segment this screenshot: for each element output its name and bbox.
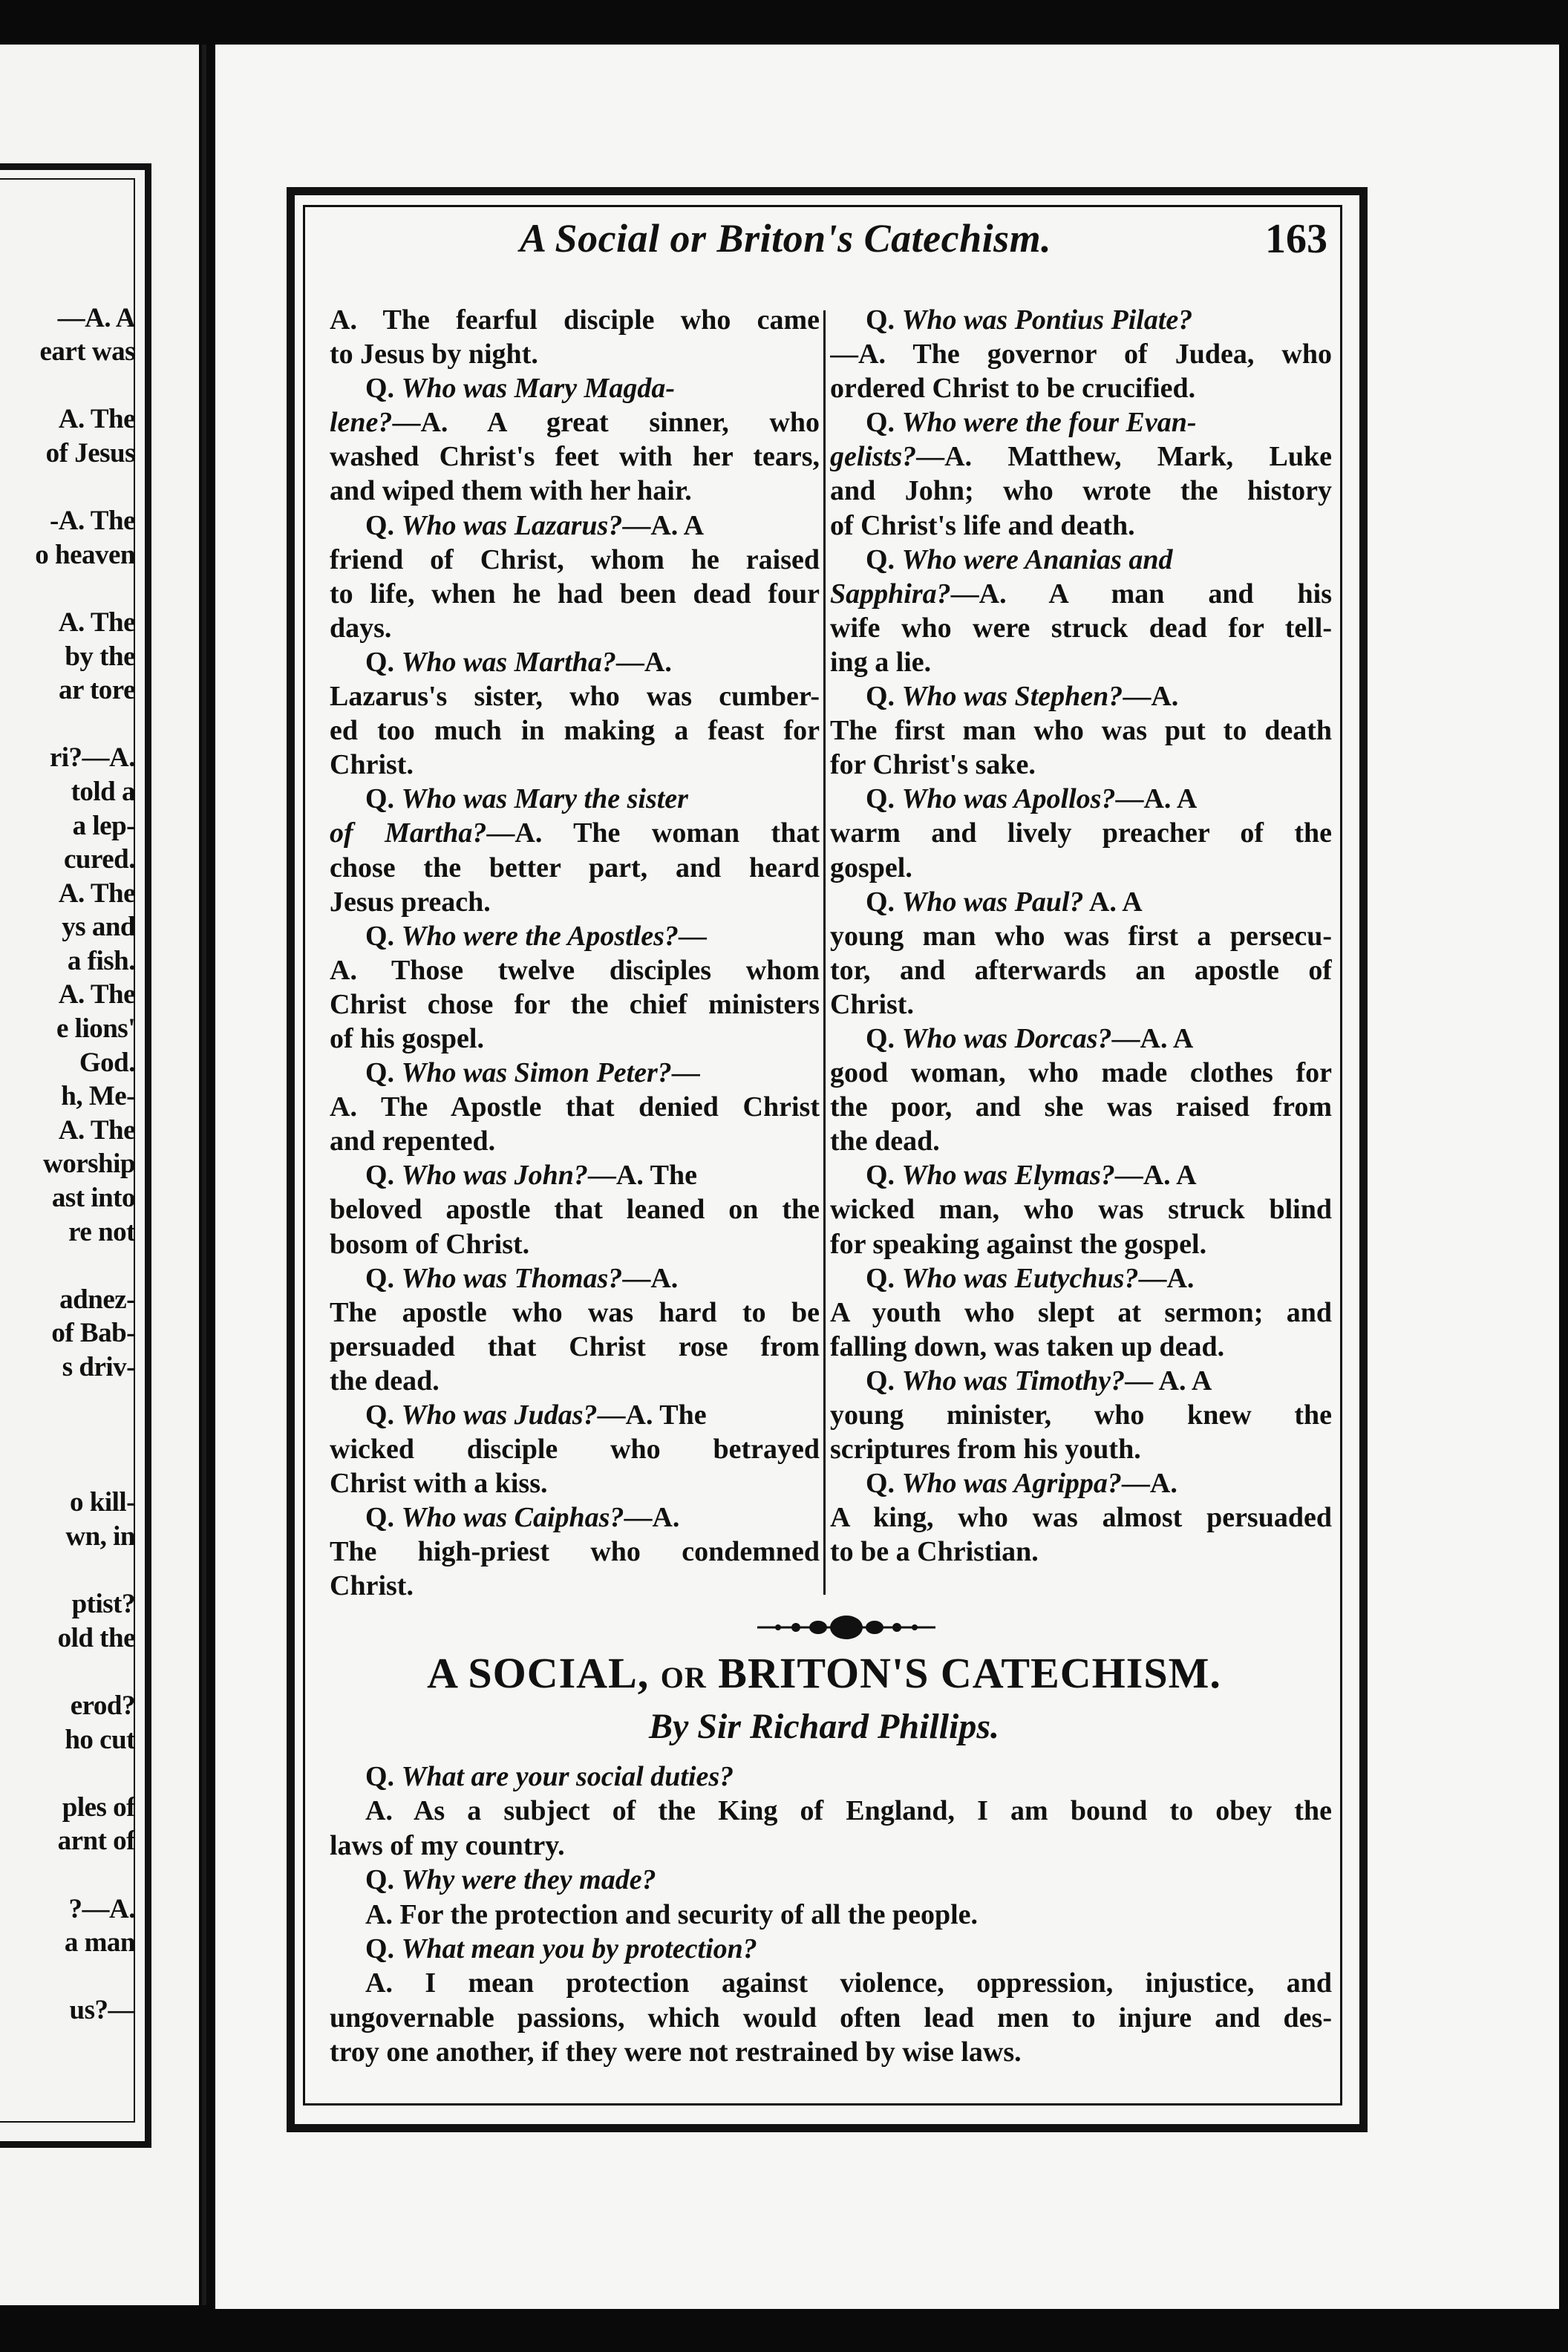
question-line: Q. Who was Simon Peter?—: [365, 1057, 700, 1089]
text-line: The high-priest who condemned: [330, 1536, 820, 1568]
left-fragment-line: [0, 1960, 135, 1994]
left-fragment-line: eart was: [39, 336, 135, 368]
left-fragment-line: [0, 471, 135, 505]
left-fragment-line: [0, 572, 135, 606]
left-fragment-line: worship: [43, 1149, 135, 1180]
left-fragment-line: [0, 369, 135, 403]
question-line: Q. Who was Stephen?—A.: [866, 681, 1179, 713]
text-line: persuaded that Christ rose from: [330, 1330, 820, 1362]
left-column: [330, 303, 820, 1604]
left-fragment-line: [0, 1418, 135, 1452]
text-line: warm and lively preacher of the: [830, 817, 1332, 849]
question-line: Q. Who was Judas?—A. The: [365, 1399, 707, 1431]
left-fragment-line: adnez-: [59, 1284, 135, 1315]
text-line: of Martha?—A. The woman that: [330, 817, 820, 849]
left-fragment-line: old the: [57, 1622, 135, 1653]
running-head: [520, 215, 1336, 275]
page-number: 163: [1265, 216, 1327, 262]
text-line: and John; who wrote the history: [830, 475, 1332, 507]
question-line: Q. Who was Mary Magda-: [365, 373, 676, 405]
left-fragment-line: ?—A.: [68, 1893, 135, 1924]
text-line: to Jesus by night.: [330, 339, 538, 370]
text-line: washed Christ's feet with her tears,: [330, 441, 820, 473]
left-fragment-line: a lep-: [72, 810, 135, 841]
question-line: Q. What mean you by protection?: [365, 1933, 757, 1964]
question-line: Q. Who was Apollos?—A. A: [866, 783, 1198, 815]
question-line: Q. Who was Elymas?—A. A: [866, 1160, 1197, 1192]
text-line: friend of Christ, whom he raised: [330, 543, 820, 575]
left-fragment-line: ples of: [62, 1791, 135, 1823]
text-line: the poor, and she was raised from: [830, 1091, 1332, 1123]
left-fragment-line: of Bab-: [51, 1318, 135, 1349]
page-gutter: [202, 45, 206, 2305]
left-fragment-line: ri?—A.: [49, 742, 135, 774]
text-line: Jesus preach.: [330, 886, 491, 918]
text-line: and wiped them with her hair.: [330, 475, 692, 507]
section-title-part2: BRITON'S CATECHISM.: [718, 1649, 1221, 1697]
byline: By Sir Richard Phillips.: [648, 1707, 1000, 1746]
left-fragment-line: ar tore: [58, 675, 135, 706]
left-fragment-line: A. The: [58, 1114, 135, 1146]
section-title-or: OR: [660, 1661, 707, 1694]
text-line: Christ chose for the chief ministers: [330, 988, 820, 1020]
left-fragment-line: A. The: [58, 404, 135, 435]
question-line: Q. Who was Paul? A. A: [866, 886, 1143, 918]
text-line: The first man who was put to death: [830, 715, 1332, 747]
left-fragment-line: A. The: [58, 878, 135, 909]
left-fragment-line: [0, 1858, 135, 1892]
text-line: scriptures from his youth.: [830, 1434, 1141, 1466]
left-fragment-line: [0, 1757, 135, 1791]
right-column: [830, 303, 1332, 1569]
left-fragment-line: ptist?: [71, 1589, 135, 1620]
text-line: wife who were struck dead for tell-: [830, 612, 1332, 644]
left-fragment-line: A. The: [58, 607, 135, 638]
left-fragment-line: A. The: [58, 979, 135, 1010]
ornament-divider: [757, 1613, 935, 1642]
text-line: wicked man, who was struck blind: [830, 1194, 1332, 1226]
left-page-fragment: [0, 45, 199, 2305]
question-line: Q. Who was Lazarus?—A. A: [365, 509, 705, 541]
left-fragment-line: ys and: [62, 912, 135, 943]
left-fragment-line: told a: [71, 776, 135, 807]
text-line: The apostle who was hard to be: [330, 1296, 820, 1328]
question-line: Q. Who was Timothy?— A. A: [866, 1365, 1212, 1396]
text-line: A youth who slept at sermon; and: [830, 1296, 1332, 1328]
text-line: young man who was first a persecu-: [830, 920, 1332, 952]
text-line: ordered Christ to be crucified.: [830, 373, 1196, 405]
left-fragment-line: [0, 1554, 135, 1588]
text-line: for speaking against the gospel.: [830, 1228, 1207, 1260]
left-fragment-line: of Jesus: [45, 437, 135, 468]
question-line: Q. Who was Agrippa?—A.: [866, 1468, 1177, 1500]
text-line: of his gospel.: [330, 1022, 484, 1054]
left-fragment-line: by the: [65, 641, 135, 672]
column-rule: [823, 310, 826, 1595]
left-fragment-line: cured.: [63, 844, 135, 875]
left-fragment-line: ho cut: [65, 1724, 135, 1755]
question-line: Q. Who was Caiphas?—A.: [365, 1502, 680, 1534]
text-line: young minister, who knew the: [830, 1399, 1332, 1431]
left-fragment-line: o kill-: [70, 1487, 135, 1518]
left-fragment-line: [0, 1249, 135, 1283]
left-fragment-line: [0, 1385, 135, 1419]
text-line: lene?—A. A great sinner, who: [330, 407, 820, 439]
question-line: Q. Who was Dorcas?—A. A: [866, 1022, 1194, 1054]
text-line: days.: [330, 612, 392, 644]
text-line: bosom of Christ.: [330, 1228, 530, 1260]
left-fragment-line: erod?: [70, 1690, 135, 1721]
text-line: for Christ's sake.: [830, 749, 1036, 781]
text-line: A king, who was almost persuaded: [830, 1502, 1332, 1534]
text-line: Christ with a kiss.: [330, 1468, 548, 1500]
question-line: Q. Who was Martha?—A.: [365, 646, 672, 678]
text-line: falling down, was taken up dead.: [830, 1330, 1225, 1362]
text-line: ing a lie.: [830, 646, 932, 678]
question-line: Q. Who was John?—A. The: [365, 1160, 697, 1192]
question-line: Q. Who was Mary the sister: [365, 783, 688, 815]
text-line: —A. The governor of Judea, who: [830, 339, 1332, 370]
text-line: wicked disciple who betrayed: [330, 1434, 820, 1466]
left-fragment-line: [0, 1452, 135, 1486]
text-line: ed too much in making a feast for: [330, 715, 820, 747]
text-line: tor, and afterwards an apostle of: [830, 954, 1332, 986]
text-line: and repented.: [330, 1126, 496, 1157]
text-line: Christ.: [830, 988, 914, 1020]
section-title: [319, 1648, 1329, 1698]
question-line: Q. What are your social duties?: [365, 1761, 734, 1792]
left-fragment-line: h, Me-: [61, 1081, 135, 1112]
left-fragment-line: [0, 708, 135, 742]
left-fragment-line: wn, in: [65, 1520, 135, 1552]
text-line: gelists?—A. Matthew, Mark, Luke: [830, 441, 1332, 473]
question-line: Q. Who were Ananias and: [866, 543, 1173, 575]
catechism-text: [330, 1760, 1332, 2070]
question-line: Q. Why were they made?: [365, 1864, 656, 1896]
text-line: ungovernable passions, which would often lead men to injure and des-: [330, 2002, 1332, 2034]
question-line: Q. Who was Eutychus?—A.: [866, 1262, 1195, 1294]
text-line: laws of my country.: [330, 1829, 565, 1861]
left-fragment-line: God.: [79, 1047, 135, 1078]
text-line: A. As a subject of the King of England, I am bound to obey the: [365, 1795, 1332, 1827]
text-line: good woman, who made clothes for: [830, 1057, 1332, 1089]
left-fragment-line: re not: [68, 1216, 135, 1247]
text-line: Christ.: [330, 749, 414, 781]
left-fragment-line: a man: [64, 1927, 135, 1959]
text-line: beloved apostle that leaned on the: [330, 1194, 820, 1226]
text-line: A. I mean protection against violence, oppression, injustice, and: [365, 1967, 1332, 1999]
text-line: Christ.: [330, 1570, 414, 1602]
text-line: gospel.: [830, 852, 912, 883]
text-line: Sapphira?—A. A man and his: [830, 578, 1332, 610]
text-line: A. The Apostle that denied Christ: [330, 1091, 820, 1123]
text-line: to be a Christian.: [830, 1536, 1039, 1568]
section-title-part1: A SOCIAL,: [427, 1649, 650, 1697]
left-fragment-line: [0, 267, 135, 301]
question-line: Q. Who were the four Evan-: [866, 407, 1197, 439]
left-fragment-line: us?—: [69, 1995, 135, 2026]
text-line: A. Those twelve disciples whom: [330, 954, 820, 986]
left-page-text: [0, 267, 135, 2028]
left-fragment-line: o heaven: [35, 539, 135, 570]
left-fragment-line: [0, 1655, 135, 1689]
text-line: of Christ's life and death.: [830, 509, 1135, 541]
question-line: Q. Who were the Apostles?—: [365, 920, 707, 952]
left-fragment-line: -A. The: [49, 506, 135, 537]
question-line: Q. Who was Pontius Pilate?: [866, 304, 1193, 336]
left-fragment-line: ast into: [51, 1183, 135, 1214]
text-line: chose the better part, and heard: [330, 852, 820, 883]
text-line: the dead.: [330, 1365, 440, 1396]
left-fragment-line: arnt of: [57, 1826, 135, 1857]
text-line: troy one another, if they were not restrained by wise laws.: [330, 2036, 1022, 2068]
left-fragment-line: e lions': [56, 1013, 135, 1045]
left-fragment-line: s driv-: [62, 1352, 135, 1382]
question-line: Q. Who was Thomas?—A.: [365, 1262, 679, 1294]
text-line: to life, when he had been dead four: [330, 578, 820, 610]
text-line: A. For the protection and security of all the people.: [365, 1898, 979, 1930]
left-fragment-line: a fish.: [67, 945, 135, 976]
text-line: A. The fearful disciple who came: [330, 304, 820, 336]
text-line: Lazarus's sister, who was cumber-: [330, 681, 820, 713]
left-fragment-line: —A. A: [57, 302, 135, 333]
running-title: A Social or Briton's Catechism.: [520, 216, 1052, 261]
text-line: the dead.: [830, 1126, 940, 1157]
